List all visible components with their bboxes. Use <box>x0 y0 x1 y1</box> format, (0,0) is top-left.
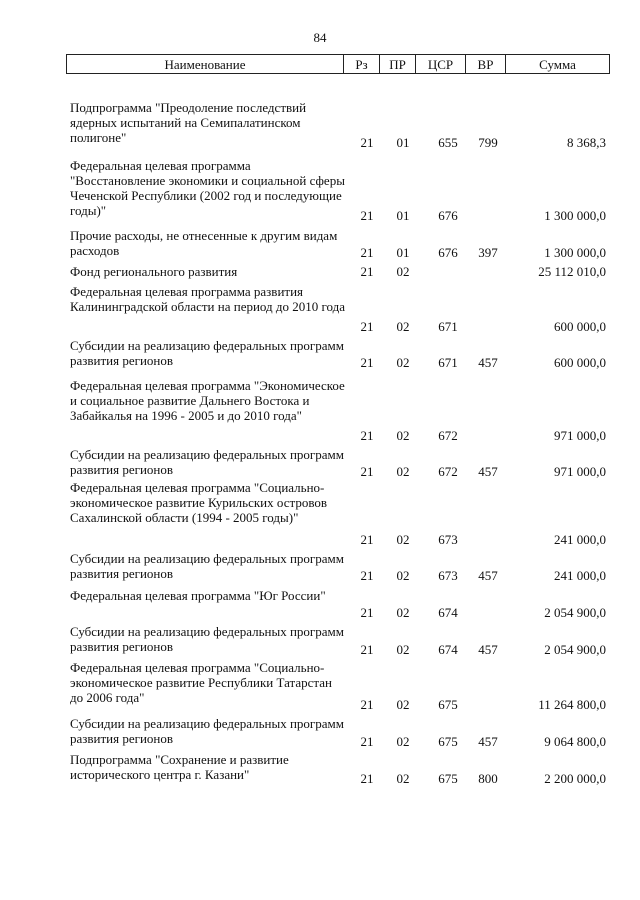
row-pr: 02 <box>396 264 410 279</box>
row-sum: 241 000,0 <box>554 532 606 547</box>
row-rz: 21 <box>360 642 374 657</box>
row-sum: 2 200 000,0 <box>544 771 606 786</box>
row-sum: 971 000,0 <box>554 464 606 479</box>
row-pr: 02 <box>396 734 410 749</box>
header-csr: ЦСР <box>415 55 465 73</box>
row-vr: 457 <box>478 642 498 657</box>
row-vr: 457 <box>478 464 498 479</box>
row-name: Подпрограмма "Преодоление последствий ядерных испытаний на Семипалатинском полигоне" <box>70 100 307 145</box>
row-pr: 02 <box>396 568 410 583</box>
row-vr: 457 <box>478 734 498 749</box>
row-vr: 397 <box>478 245 498 260</box>
row-pr: 01 <box>396 245 410 260</box>
row-name: Субсидии на реализацию федеральных программ развития регионов <box>70 624 344 654</box>
row-csr: 674 <box>438 642 458 657</box>
row-pr: 02 <box>396 464 410 479</box>
row-csr: 676 <box>438 245 458 260</box>
row-rz: 21 <box>360 319 374 334</box>
row-name: Федеральная целевая программа развития Калининградской области на период до 2010 года <box>70 284 346 314</box>
row-csr: 676 <box>438 208 458 223</box>
row-rz: 21 <box>360 428 374 443</box>
row-sum: 11 264 800,0 <box>538 697 606 712</box>
row-name: Федеральная целевая программа "Юг России" <box>70 588 326 603</box>
row-pr: 02 <box>396 771 410 786</box>
row-pr: 01 <box>396 135 410 150</box>
row-csr: 675 <box>438 697 458 712</box>
row-sum: 241 000,0 <box>554 568 606 583</box>
row-csr: 673 <box>438 568 458 583</box>
row-sum: 2 054 900,0 <box>544 642 606 657</box>
row-sum: 8 368,3 <box>567 135 606 150</box>
row-csr: 675 <box>438 771 458 786</box>
header-rz: Рз <box>343 55 379 73</box>
row-sum: 600 000,0 <box>554 355 606 370</box>
row-name: Федеральная целевая программа "Восстановление экономики и социальной сферы Чеченской Республики (2002 год и последующие годы)" <box>70 158 345 218</box>
row-csr: 672 <box>438 428 458 443</box>
header-vr: ВР <box>465 55 505 73</box>
row-sum: 971 000,0 <box>554 428 606 443</box>
row-rz: 21 <box>360 532 374 547</box>
row-name: Субсидии на реализацию федеральных программ развития регионов <box>70 338 344 368</box>
row-rz: 21 <box>360 464 374 479</box>
row-name: Субсидии на реализацию федеральных программ развития регионов <box>70 447 344 477</box>
row-pr: 02 <box>396 319 410 334</box>
row-name: Федеральная целевая программа "Экономическое и социальное развитие Дальнего Востока и Забайкалья на 1996 - 2005 и до 2010 года" <box>70 378 345 423</box>
row-name: Субсидии на реализацию федеральных программ развития регионов <box>70 716 344 746</box>
row-rz: 21 <box>360 264 374 279</box>
header-sum: Сумма <box>505 55 609 73</box>
row-csr: 675 <box>438 734 458 749</box>
row-sum: 1 300 000,0 <box>544 208 606 223</box>
row-name: Подпрограмма "Сохранение и развитие исторического центра г. Казани" <box>70 752 289 782</box>
row-pr: 02 <box>396 697 410 712</box>
row-rz: 21 <box>360 355 374 370</box>
row-vr: 799 <box>478 135 498 150</box>
row-pr: 02 <box>396 428 410 443</box>
row-rz: 21 <box>360 208 374 223</box>
row-rz: 21 <box>360 697 374 712</box>
row-rz: 21 <box>360 771 374 786</box>
row-csr: 655 <box>438 135 458 150</box>
row-csr: 672 <box>438 464 458 479</box>
row-name: Федеральная целевая программа "Социально-экономическое развитие Республики Татарстан до 2006 года" <box>70 660 332 705</box>
row-rz: 21 <box>360 605 374 620</box>
row-sum: 9 064 800,0 <box>544 734 606 749</box>
row-name: Федеральная целевая программа "Социально-экономическое развитие Курильских островов Сахалинской области (1994 - 2005 годы)" <box>70 480 328 525</box>
header-name: Наименование <box>164 57 246 72</box>
row-sum: 1 300 000,0 <box>544 245 606 260</box>
row-name: Субсидии на реализацию федеральных программ развития регионов <box>70 551 344 581</box>
row-pr: 01 <box>396 208 410 223</box>
row-vr: 457 <box>478 568 498 583</box>
row-pr: 02 <box>396 355 410 370</box>
row-vr: 800 <box>478 771 498 786</box>
page-number: 84 <box>313 30 327 45</box>
row-rz: 21 <box>360 734 374 749</box>
row-csr: 674 <box>438 605 458 620</box>
row-rz: 21 <box>360 245 374 260</box>
row-csr: 671 <box>438 319 458 334</box>
row-rz: 21 <box>360 135 374 150</box>
row-csr: 671 <box>438 355 458 370</box>
header-pr: ПР <box>379 55 415 73</box>
row-sum: 2 054 900,0 <box>544 605 606 620</box>
row-pr: 02 <box>396 532 410 547</box>
row-rz: 21 <box>360 568 374 583</box>
row-csr: 673 <box>438 532 458 547</box>
row-sum: 25 112 010,0 <box>538 264 606 279</box>
row-pr: 02 <box>396 642 410 657</box>
row-sum: 600 000,0 <box>554 319 606 334</box>
row-pr: 02 <box>396 605 410 620</box>
row-vr: 457 <box>478 355 498 370</box>
row-name: Прочие расходы, не отнесенные к другим видам расходов <box>70 228 338 258</box>
row-name: Фонд регионального развития <box>70 264 238 279</box>
